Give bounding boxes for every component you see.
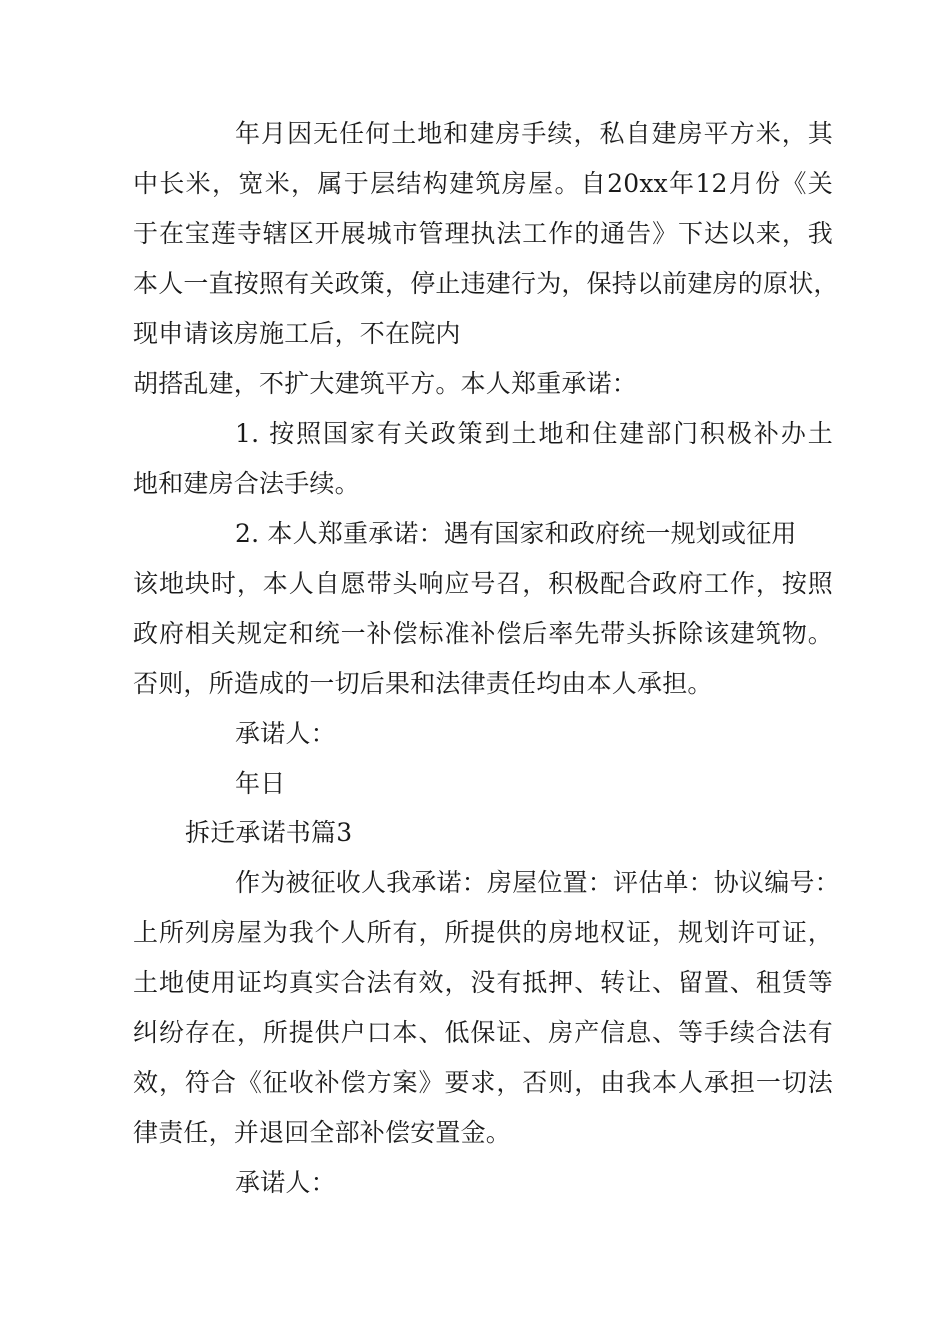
list-item-line: 2. 本人郑重承诺：遇有国家和政府统一规划或征用 [235, 519, 797, 548]
paragraph-line: 效，符合《征收补偿方案》要求，否则，由我本人承担一切法 [133, 1068, 833, 1097]
list-item-line: 该地块时，本人自愿带头响应号召，积极配合政府工作，按照 [133, 569, 833, 598]
section-title: 拆迁承诺书篇3 [185, 818, 353, 847]
list-item-line: 否则，所造成的一切后果和法律责任均由本人承担。 [133, 669, 713, 698]
paragraph-line: 中长米，宽米，属于层结构建筑房屋。自20xx年12月份《关 [133, 169, 833, 198]
paragraph-line: 土地使用证均真实合法有效，没有抵押、转让、留置、租赁等 [133, 968, 833, 997]
paragraph-line: 作为被征收人我承诺：房屋位置：评估单：协议编号： [235, 868, 840, 897]
paragraph-line: 本人一直按照有关政策，停止违建行为，保持以前建房的原状， [133, 269, 839, 298]
list-item-line: 地和建房合法手续。 [133, 469, 360, 498]
paragraph-line: 于在宝莲寺辖区开展城市管理执法工作的通告》下达以来，我 [133, 219, 833, 248]
paragraph-line: 现申请该房施工后，不在院内 [133, 319, 461, 348]
list-item-line: 1. 按照国家有关政策到土地和住建部门积极补办土 [235, 419, 833, 448]
paragraph-line: 纠纷存在，所提供户口本、低保证、房产信息、等手续合法有 [133, 1018, 833, 1047]
list-item-line: 政府相关规定和统一补偿标准补偿后率先带头拆除该建筑物。 [133, 619, 833, 648]
signature-label: 承诺人： [235, 719, 336, 748]
paragraph-line: 胡搭乱建，不扩大建筑平方。本人郑重承诺： [133, 369, 638, 398]
paragraph-line: 上所列房屋为我个人所有，所提供的房地权证，规划许可证， [133, 918, 833, 947]
paragraph-line: 律责任，并退回全部补偿安置金。 [133, 1118, 512, 1147]
signature-label: 承诺人： [235, 1168, 336, 1197]
paragraph-line: 年月因无任何土地和建房手续，私自建房平方米，其 [235, 119, 833, 148]
date-label: 年日 [235, 769, 286, 798]
